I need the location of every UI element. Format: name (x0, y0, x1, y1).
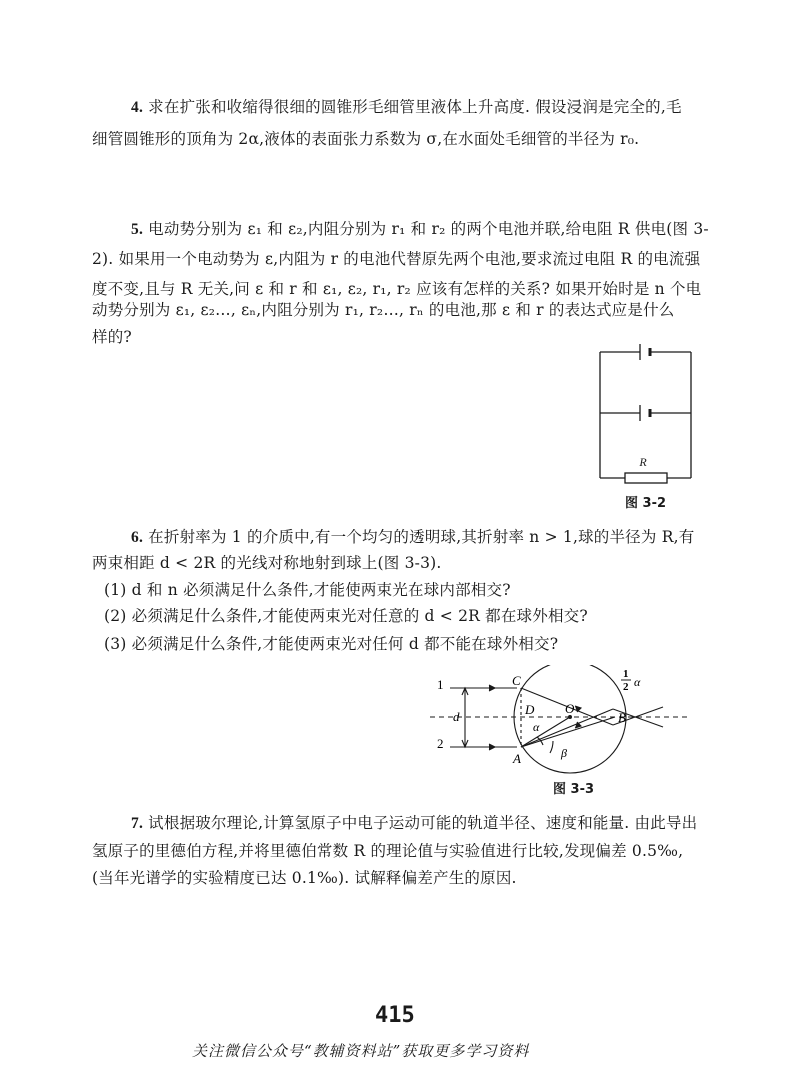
problem-6-number: 6. (131, 529, 144, 546)
footer-note: 关注微信公众号“教辅资料站”获取更多学习资料 (192, 1042, 530, 1060)
problem-6-line-4: (2) 必须满足什么条件,才能使两束光对任意的 d < 2R 都在球外相交? (104, 607, 588, 625)
problem-7-line-2: 氢原子的里德伯方程,并将里德伯常数 R 的理论值与实验值进行比较,发现偏差 0.5‰, (92, 842, 684, 860)
point-A-label: A (513, 751, 521, 766)
problem-5-line-5: 样的? (92, 328, 132, 346)
problem-4-number: 4. (131, 99, 144, 116)
resistor-label: R (639, 455, 647, 469)
problem-7-line-3: (当年光谱学的实验精度已达 0.1‰). 试解释偏差产生的原因. (92, 869, 517, 887)
point-C-label: C (512, 673, 521, 688)
ray-1-label: 1 (437, 677, 444, 692)
half-denominator: 2 (623, 681, 629, 693)
problem-6-line-3: (1) d 和 n 必须满足什么条件,才能使两束光在球内部相交? (104, 581, 511, 599)
problem-5-line-1 (131, 214, 709, 245)
problem-6-text-1: 在折射率为 1 的介质中,有一个均匀的透明球,其折射率 n > 1,球的半径为 R,有 (148, 528, 695, 546)
problem-6-line-2: 两束相距 d < 2R 的光线对称地射到球上(图 3-3). (92, 554, 442, 572)
problem-4-line-1 (131, 92, 682, 123)
sphere-ray-figure (425, 665, 695, 775)
problem-5-line-3: 度不变,且与 R 无关,问 ε 和 r 和 ε₁, ε₂, r₁, r₂ 应该有怎样的关系? 如果开始时是 n 个电 (92, 280, 702, 298)
circuit-figure (595, 340, 705, 490)
point-D-label: D (525, 702, 535, 717)
point-B-label: B (618, 710, 626, 725)
problem-4-text-1: 求在扩张和收缩得很细的圆锥形毛细管里液体上升高度. 假设浸润是完全的,毛 (148, 98, 682, 116)
figure-3-3-caption: 图 3-3 (553, 782, 595, 797)
d-label: d (453, 709, 460, 724)
alpha-label: α (533, 720, 540, 734)
problem-5-number: 5. (131, 221, 144, 238)
page-number: 415 (375, 1003, 415, 1028)
problem-5-text-1: 电动势分别为 ε₁ 和 ε₂,内阻分别为 r₁ 和 r₂ 的两个电池并联,给电阻 R 供电(图 3- (148, 220, 709, 238)
half-numerator: 1 (623, 668, 629, 680)
point-O-label: O (565, 701, 575, 716)
problem-7-number: 7. (131, 815, 144, 832)
problem-4-line-2: 细管圆锥形的顶角为 2α,液体的表面张力系数为 σ,在水面处毛细管的半径为 r₀. (92, 130, 640, 148)
problem-5-line-4: 动势分别为 ε₁, ε₂…, εₙ,内阻分别为 r₁, r₂…, rₙ 的电池,那 ε 和 r 的表达式应是什么 (92, 301, 675, 319)
problem-7-line-1 (131, 808, 697, 839)
beta-label: β (561, 746, 567, 760)
problem-6-line-5: (3) 必须满足什么条件,才能使两束光对任何 d 都不能在球外相交? (104, 635, 559, 653)
figure-3-2-caption: 图 3-2 (625, 496, 667, 511)
half-alpha-label: α (634, 675, 641, 689)
ray-2-label: 2 (437, 736, 444, 751)
problem-7-text-1: 试根据玻尔理论,计算氢原子中电子运动可能的轨道半径、速度和能量. 由此导出 (148, 814, 698, 832)
problem-5-line-2: 2). 如果用一个电动势为 ε,内阻为 r 的电池代替原先两个电池,要求流过电阻 R 的电流强 (92, 250, 701, 268)
